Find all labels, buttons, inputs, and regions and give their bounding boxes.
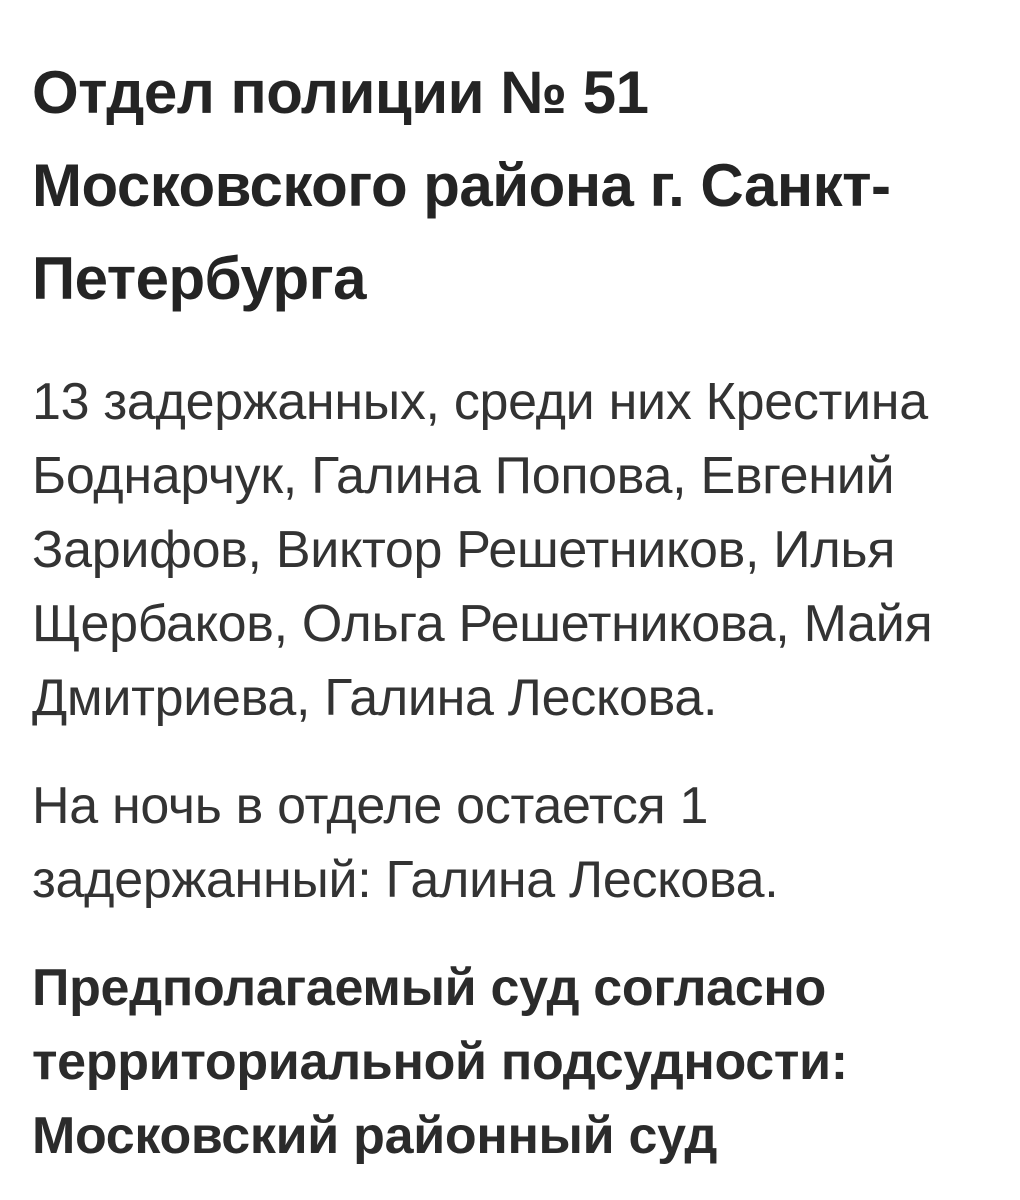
overnight-paragraph: На ночь в отделе остается 1 задержанный: Галина Лескова. [32, 777, 779, 909]
report-title: Отдел полиции № 51 Московского района г. Санкт-Петербурга [32, 59, 891, 312]
detainees-paragraph: 13 задержанных, среди них Крестина Боднарчук, Галина Попова, Евгений Зарифов, Виктор Решетников, Илья Щербаков, Ольга Решетникова, Майя Дмитриева, Галина Лескова. [32, 373, 933, 727]
court-paragraph: Предполагаемый суд согласно территориальной подсудности: Московский районный суд [32, 959, 848, 1165]
